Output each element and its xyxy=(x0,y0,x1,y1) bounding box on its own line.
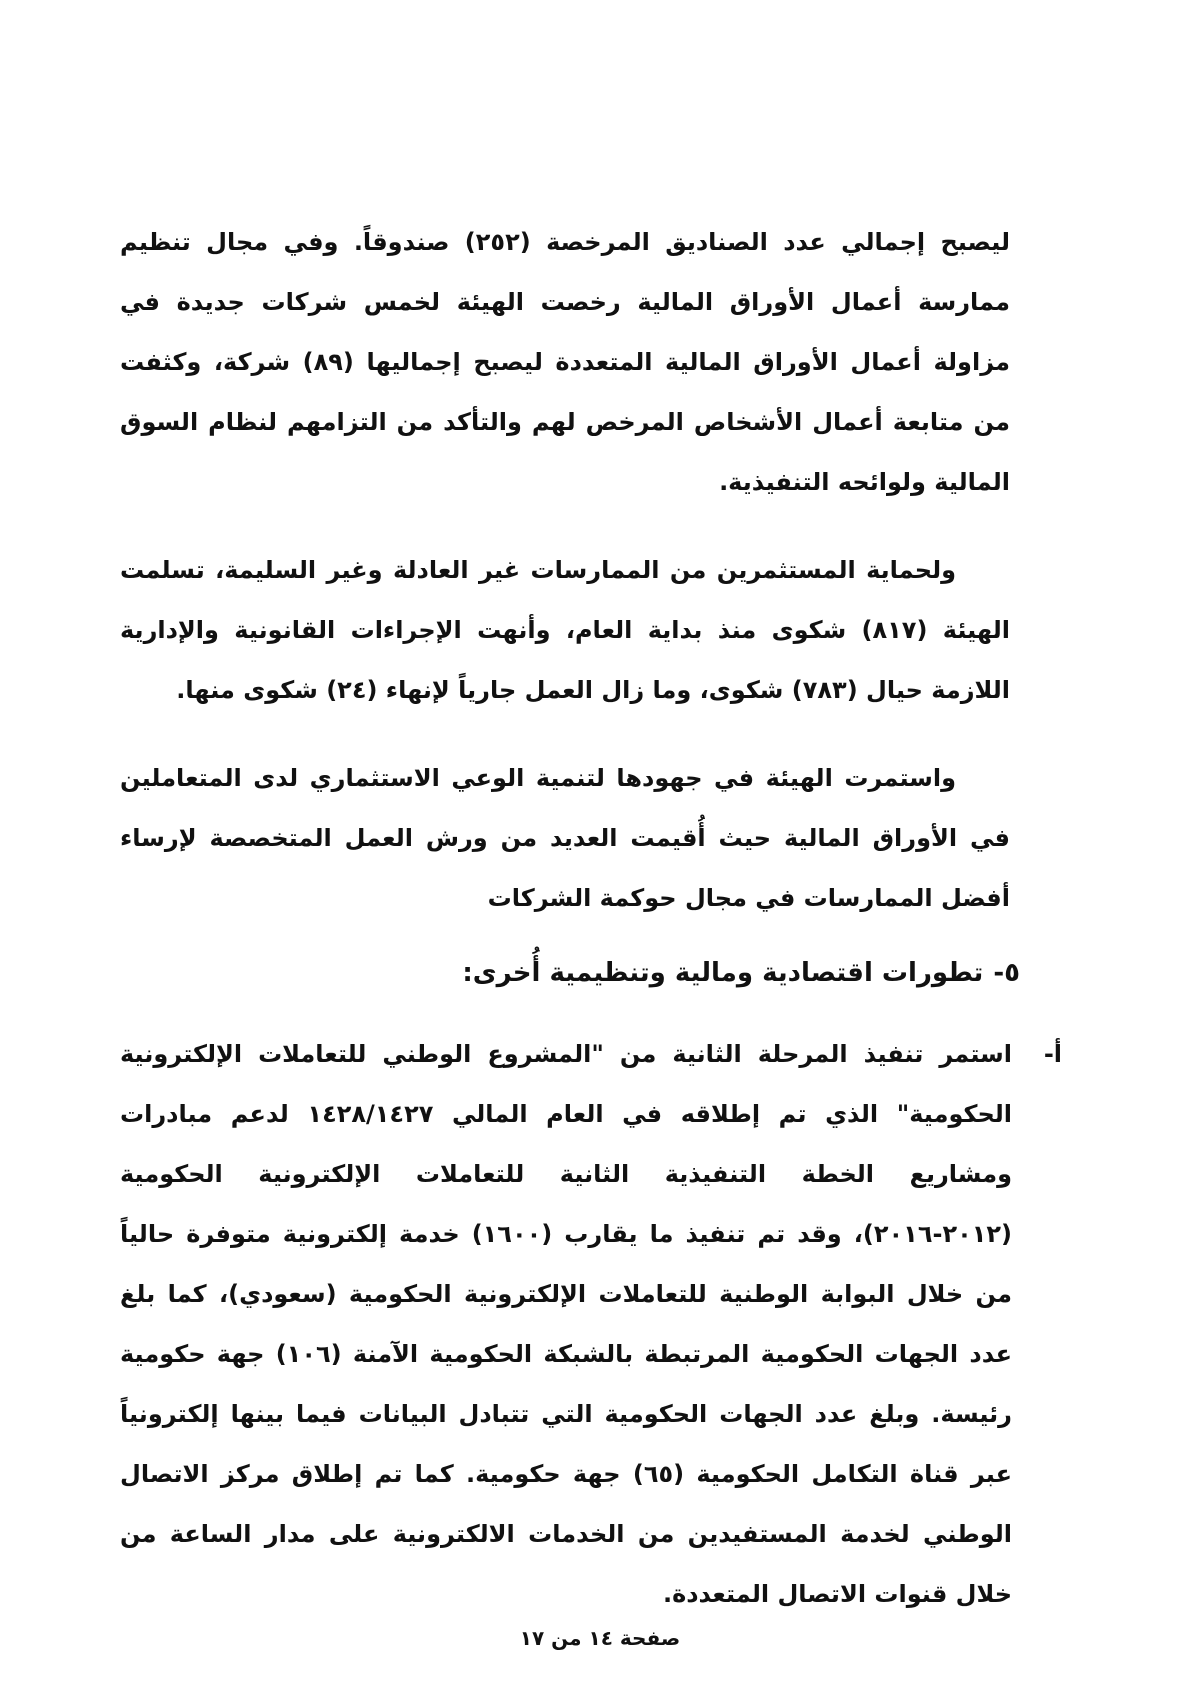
body-paragraph-funds-and-securities-firms: ليصبح إجمالي عدد الصناديق المرخصة (٢٥٢) صندوقاً. وفي مجال تنظيم ممارسة أعمال الأوراق المالية رخصت الهيئة لخمس شركات جديدة في مزاولة أعمال الأوراق المالية المتعددة ليصبح إجماليها (٨٩) شركة، وكثفت من متابعة أعمال الأشخاص المرخص لهم والتأكد من التزامهم لنظام السوق المالية ولوائحه التنفيذية. xyxy=(120,228,1011,496)
section-title: تطورات اقتصادية ومالية وتنظيمية أُخرى: xyxy=(462,958,984,988)
section-heading xyxy=(120,942,1020,1004)
section-number: ٥- xyxy=(993,958,1020,988)
list-item-text: استمر تنفيذ المرحلة الثانية من "المشروع الوطني للتعاملات الإلكترونية الحكومية" الذي تم إطلاقه في العام المالي ١٤٢٨/١٤٢٧ لدعم مبادرات ومشاريع الخطة التنفيذية الثانية للتعاملات الإلكترونية الحكومية (٢٠١٢-٢٠١٦)، وقد تم تنفيذ ما يقارب (١٦٠٠) خدمة إلكترونية متوفرة حالياً من خلال البوابة الوطنية للتعاملات الإلكترونية الحكومية (سعودي)، كما بلغ عدد الجهات الحكومية المرتبطة بالشبكة الحكومية الآمنة (١٠٦) جهة حكومية رئيسة. وبلغ عدد الجهات الحكومية التي تتبادل البيانات فيما بينها إلكترونياً عبر قناة التكامل الحكومية (٦٥) جهة حكومية. كما تم إطلاق مركز الاتصال الوطني لخدمة المستفيدين من الخدمات الالكترونية على مدار الساعة من خلال قنوات الاتصال المتعددة. xyxy=(120,1040,1013,1608)
page-content xyxy=(120,212,1062,1624)
body-paragraph-investment-awareness: واستمرت الهيئة في جهودها لتنمية الوعي الاستثماري لدى المتعاملين في الأوراق المالية حيث أُقيمت العديد من ورش العمل المتخصصة لإرساء أفضل الممارسات في مجال حوكمة الشركات xyxy=(120,764,1010,912)
list-item-marker: أ- xyxy=(1043,1040,1062,1068)
list-item xyxy=(120,1024,1062,1624)
body-paragraph-investor-complaints: ولحماية المستثمرين من الممارسات غير العادلة وغير السليمة، تسلمت الهيئة (٨١٧) شكوى منذ بداية العام، وأنهت الإجراءات القانونية والإدارية اللازمة حيال (٧٨٣) شكوى، وما زال العمل جارياً لإنهاء (٢٤) شكوى منها. xyxy=(120,556,1010,704)
page-number-footer: صفحة ١٤ من ١٧ xyxy=(519,1626,681,1650)
